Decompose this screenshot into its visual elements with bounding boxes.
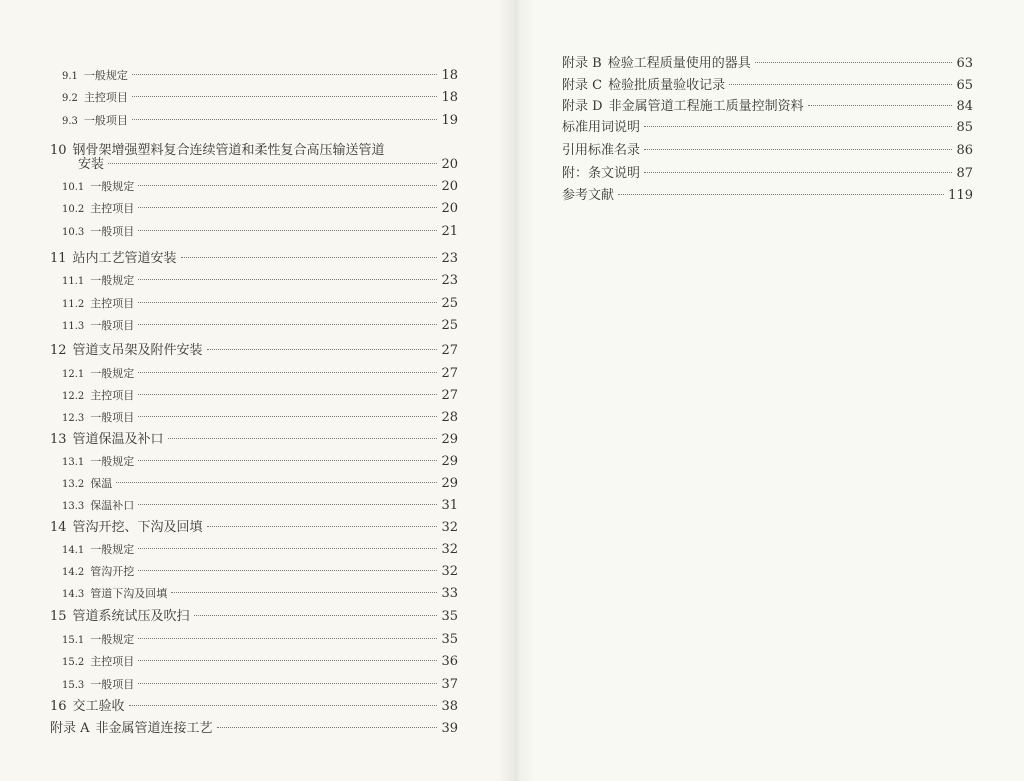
toc-entry-title: 管沟开挖、下沟及回填 (72, 520, 203, 535)
toc-entry-title: 站内工艺管道安装 (72, 251, 177, 266)
dot-leader (729, 84, 952, 85)
toc-entry-label (562, 166, 640, 182)
toc-entry-page-number: 28 (441, 410, 458, 425)
toc-entry-number: 14.3 (62, 589, 85, 600)
toc-entry-page-number: 27 (441, 388, 458, 403)
toc-entry-number: 13.2 (62, 479, 85, 490)
dot-leader (108, 163, 437, 164)
toc-entry-number: 9.3 (62, 116, 78, 127)
toc-entry-number: 13.3 (62, 501, 85, 512)
dot-leader (138, 660, 437, 661)
toc-entry-page-number: 25 (441, 296, 458, 311)
dot-leader (138, 302, 437, 303)
dot-leader (132, 96, 438, 97)
toc-entry-label (50, 609, 190, 625)
toc-entry-title: 主控项目 (90, 297, 135, 310)
dot-leader (138, 504, 437, 505)
toc-entry-title: 交工验收 (72, 699, 125, 714)
toc-entry-title: 一般规定 (90, 455, 135, 468)
toc-entry-page-number: 19 (441, 113, 458, 128)
toc-entry (62, 564, 458, 581)
toc-entry-title: 一般规定 (90, 367, 135, 380)
toc-entry (62, 677, 458, 694)
toc-entry-title: 一般规定 (90, 180, 135, 193)
toc-entry-page-number: 85 (956, 120, 973, 135)
toc-entry-label (62, 498, 134, 515)
toc-entry-page-number: 23 (441, 273, 458, 288)
toc-entry (62, 454, 458, 471)
toc-entry-title: 主控项目 (90, 389, 135, 402)
dot-leader (207, 526, 438, 527)
toc-entry-label (562, 120, 640, 136)
dot-leader (132, 74, 438, 75)
toc-entry (62, 632, 458, 649)
toc-entry-page-number: 25 (441, 318, 458, 333)
dot-leader (138, 460, 437, 461)
toc-entry-label (562, 99, 804, 115)
toc-entry-page-number: 86 (956, 143, 973, 158)
toc-entry-label (50, 251, 177, 267)
toc-entry-title: 安装 (78, 157, 105, 172)
toc-entry-number: 10 (50, 143, 67, 158)
toc-entry (62, 224, 458, 241)
toc-entry (62, 366, 458, 383)
toc-entry-number: 13.1 (62, 457, 85, 468)
dot-leader (644, 126, 952, 127)
toc-entry-title: 一般规定 (90, 543, 135, 556)
toc-entry (62, 318, 458, 335)
toc-entry-label (62, 273, 134, 290)
toc-entry (62, 90, 458, 107)
toc-entry-page-number: 38 (441, 699, 458, 714)
dot-leader (644, 172, 952, 173)
toc-entry-page-number: 119 (948, 188, 973, 203)
toc-entry (562, 78, 973, 94)
dot-leader (171, 592, 437, 593)
right-page (512, 0, 1024, 781)
toc-entry-page-number: 20 (441, 157, 458, 172)
toc-entry-title: 主控项目 (90, 202, 135, 215)
toc-entry-page-number: 63 (956, 56, 973, 71)
toc-entry-number: 15.2 (62, 657, 85, 668)
toc-entry-label (50, 343, 203, 359)
toc-entry-label (62, 388, 134, 405)
toc-entry-page-number: 32 (441, 520, 458, 535)
toc-entry (62, 586, 458, 603)
toc-entry-page-number: 23 (441, 251, 458, 266)
toc-entry-number: 附录 D (562, 99, 603, 114)
dot-leader (129, 705, 438, 706)
toc-entry-number: 9.1 (62, 71, 78, 82)
toc-entry (62, 273, 458, 290)
toc-entry-label (62, 201, 134, 218)
toc-entry-title: 检验批质量验收记录 (608, 78, 726, 93)
toc-entry-title: 一般项目 (90, 319, 135, 332)
toc-entry (50, 609, 458, 625)
toc-entry (62, 654, 458, 671)
toc-entry-label (62, 366, 134, 383)
toc-entry-page-number: 27 (441, 343, 458, 358)
toc-entry (562, 166, 973, 182)
toc-entry-label (62, 586, 167, 603)
toc-entry-title: 一般规定 (83, 69, 128, 82)
toc-entry (62, 410, 458, 427)
dot-leader (138, 416, 437, 417)
toc-entry (562, 120, 973, 136)
toc-entry-page-number: 35 (441, 609, 458, 624)
toc-entry-number: 10.3 (62, 227, 85, 238)
dot-leader (755, 62, 953, 63)
toc-entry-title: 一般项目 (83, 114, 128, 127)
toc-entry (562, 56, 973, 72)
toc-entry-number: 11.2 (62, 299, 85, 310)
toc-entry-page-number: 32 (441, 564, 458, 579)
toc-entry-number: 13 (50, 432, 67, 447)
toc-entry-page-number: 27 (441, 366, 458, 381)
toc-entry-label (50, 520, 203, 536)
toc-entry-page-number: 20 (441, 201, 458, 216)
toc-entry-label (62, 296, 134, 313)
toc-entry-number: 附录 C (562, 78, 603, 93)
toc-entry-label (62, 90, 128, 107)
toc-entry-page-number: 31 (441, 498, 458, 513)
dot-leader (138, 279, 437, 280)
toc-entry-label (62, 113, 128, 130)
toc-entry-page-number: 18 (441, 68, 458, 83)
toc-entry-label (562, 188, 614, 204)
dot-leader (138, 207, 437, 208)
toc-entry-label (562, 56, 751, 72)
dot-leader (138, 372, 437, 373)
toc-entry-title: 标准用词说明 (562, 120, 641, 135)
dot-leader (168, 438, 438, 439)
toc-entry (62, 388, 458, 405)
toc-entry-label (62, 318, 134, 335)
toc-entry-number: 15 (50, 609, 67, 624)
toc-entry (50, 251, 458, 267)
toc-entry-title: 保温补口 (90, 499, 135, 512)
toc-entry-page-number: 20 (441, 179, 458, 194)
dot-leader (138, 638, 437, 639)
toc-entry (50, 721, 458, 737)
toc-entry-page-number: 36 (441, 654, 458, 669)
toc-entry-number: 16 (50, 699, 67, 714)
toc-entry-label (62, 179, 134, 196)
toc-entry-label (50, 432, 164, 448)
toc-entry-label (78, 157, 104, 173)
toc-entry-title: 一般项目 (90, 678, 135, 691)
dot-leader (644, 149, 952, 150)
dot-leader (138, 570, 437, 571)
toc-entry-title: 一般规定 (90, 274, 135, 287)
toc-entry-title: 检验工程质量使用的器具 (607, 56, 751, 71)
toc-entry-number: 11.1 (62, 276, 85, 287)
toc-entry (62, 179, 458, 196)
toc-entry (50, 699, 458, 715)
toc-entry (50, 343, 458, 359)
dot-leader (217, 727, 438, 728)
toc-entry-title: 一般规定 (90, 633, 135, 646)
toc-entry-label (62, 454, 134, 471)
toc-entry-title: 一般项目 (90, 225, 135, 238)
toc-entry-title: 管沟开挖 (90, 565, 135, 578)
toc-entry-label (62, 564, 134, 581)
toc-entry (78, 157, 458, 173)
toc-entry-title: 管道保温及补口 (72, 432, 164, 447)
toc-entry (62, 476, 458, 493)
toc-entry-page-number: 21 (441, 224, 458, 239)
toc-entry (562, 99, 973, 115)
toc-entry-title: 引用标准名录 (562, 143, 641, 158)
toc-entry-title: 管道系统试压及吹扫 (72, 609, 190, 624)
toc-entry-title: 非金属管道工程施工质量控制资料 (608, 99, 804, 114)
toc-entry-label (62, 224, 134, 241)
dot-leader (132, 119, 438, 120)
toc-entry (50, 520, 458, 536)
dot-leader (138, 324, 437, 325)
dot-leader (138, 185, 437, 186)
toc-entry-number: 附录 B (562, 56, 602, 71)
toc-entry-title: 管道支吊架及附件安装 (72, 343, 203, 358)
toc-entry (50, 432, 458, 448)
toc-entry-number: 9.2 (62, 93, 78, 104)
toc-entry (62, 113, 458, 130)
toc-entry-page-number: 18 (441, 90, 458, 105)
dot-leader (194, 615, 438, 616)
toc-entry-label (62, 677, 134, 694)
toc-entry-label (62, 632, 134, 649)
toc-entry-page-number: 32 (441, 542, 458, 557)
toc-entry-number: 11 (50, 251, 67, 266)
toc-entry-number: 附录 A (50, 721, 90, 736)
toc-entry-number: 14 (50, 520, 67, 535)
toc-entry-number: 15.3 (62, 680, 85, 691)
toc-entry-label (562, 143, 640, 159)
toc-entry (62, 68, 458, 85)
toc-entry (62, 201, 458, 218)
dot-leader (138, 548, 437, 549)
toc-entry-title: 管道下沟及回填 (90, 587, 168, 600)
toc-entry-number: 12.1 (62, 369, 85, 380)
toc-entry-label (50, 721, 213, 737)
toc-entry-label (562, 78, 725, 94)
dot-leader (808, 105, 953, 106)
toc-entry (62, 542, 458, 559)
dot-leader (138, 394, 437, 395)
toc-entry-label (62, 654, 134, 671)
book-gutter (498, 0, 534, 781)
toc-entry-label (62, 410, 134, 427)
toc-entry-title: 钢骨架增强塑料复合连续管道和柔性复合高压输送管道 (72, 143, 385, 158)
toc-entry-label (62, 476, 112, 493)
toc-entry-title: 非金属管道连接工艺 (95, 721, 213, 736)
toc-entry-number: 14.2 (62, 567, 85, 578)
toc-entry-number: 14.1 (62, 545, 85, 556)
dot-leader (207, 349, 438, 350)
dot-leader (138, 683, 437, 684)
toc-entry-number: 12.2 (62, 391, 85, 402)
toc-entry-page-number: 35 (441, 632, 458, 647)
toc-entry-title: 主控项目 (90, 655, 135, 668)
toc-entry (62, 296, 458, 313)
toc-entry-number: 10.2 (62, 204, 85, 215)
toc-entry-number: 15.1 (62, 635, 85, 646)
toc-entry-page-number: 29 (441, 454, 458, 469)
toc-entry-title: 主控项目 (83, 91, 128, 104)
toc-entry-label (62, 68, 128, 85)
dot-leader (618, 194, 944, 195)
toc-entry-title: 保温 (90, 477, 113, 490)
toc-entry-number: 12.3 (62, 413, 85, 424)
toc-entry-page-number: 84 (956, 99, 973, 114)
toc-entry (562, 143, 973, 159)
dot-leader (138, 230, 437, 231)
toc-entry-page-number: 29 (441, 432, 458, 447)
toc-entry-number: 11.3 (62, 321, 85, 332)
toc-entry-page-number: 29 (441, 476, 458, 491)
toc-entry-page-number: 37 (441, 677, 458, 692)
toc-entry-page-number: 39 (441, 721, 458, 736)
toc-entry-title: 参考文献 (562, 188, 615, 203)
toc-entry (562, 188, 973, 204)
toc-entry-label (50, 699, 125, 715)
toc-entry-label (62, 542, 134, 559)
toc-entry-number: 10.1 (62, 182, 85, 193)
toc-entry-title: 一般项目 (90, 411, 135, 424)
toc-entry-title: 附：条文说明 (562, 166, 641, 181)
toc-entry-number: 12 (50, 343, 67, 358)
toc-entry-page-number: 65 (956, 78, 973, 93)
dot-leader (181, 257, 438, 258)
toc-entry-page-number: 33 (441, 586, 458, 601)
toc-entry-page-number: 87 (956, 166, 973, 181)
toc-entry (62, 498, 458, 515)
dot-leader (116, 482, 437, 483)
